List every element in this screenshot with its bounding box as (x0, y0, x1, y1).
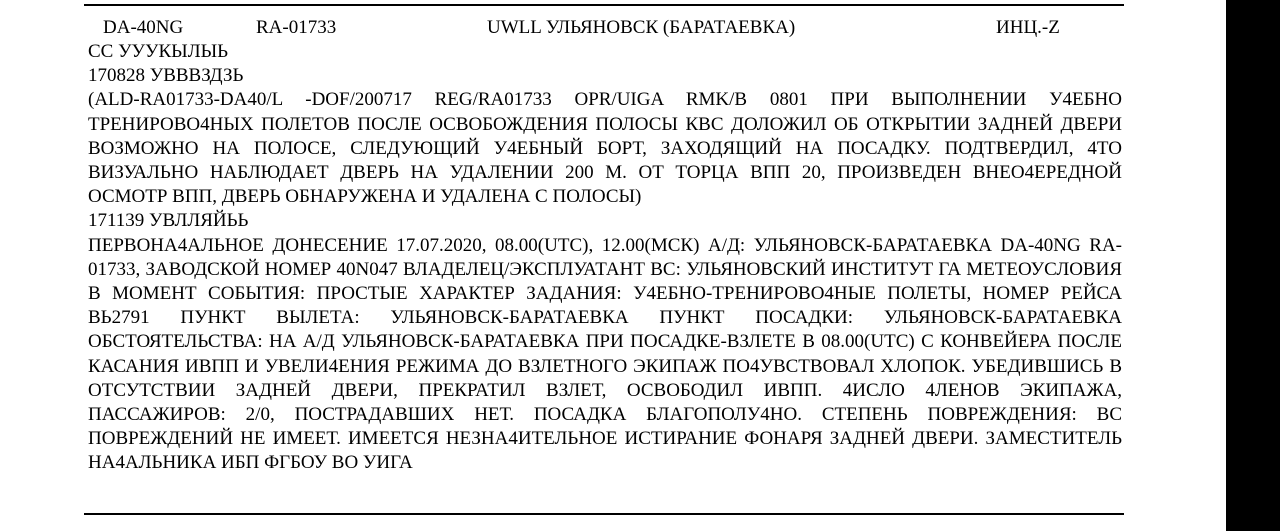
aerodrome-name: UWLL УЛЬЯНОВСК (БАРАТАЕВКА) (487, 17, 796, 38)
entry-code-3: 171139 УВЛЛЯЙЬЬ (88, 210, 249, 232)
incident-code: ИНЦ.-Z (996, 17, 1060, 38)
entry-text-2: (ALD-RA01733-DA40/L -DOF/200717 REG/RA01733 OPR/UIGA RMK/B 0801 ПРИ ВЫПОЛНЕНИИ У4ЕБНО ТРЕНИРОВО4НЫХ ПОЛЕТОВ ПОСЛЕ ОСВОБОЖДЕНИЯ ПОЛОСЫ КВС ДОЛОЖИЛ ОБ ОТКРЫТИИ ЗАДНЕЙ ДВЕРИ ВОЗМОЖНО НА ПОЛОСЕ, СЛЕДУЮЩИЙ У4ЕБНЫЙ БОРТ, ЗАХОДЯЩИЙ НА ПОСАДКУ. ПОДТВЕРДИЛ, 4ТО ВИЗУАЛЬНО НАБЛЮДАЕТ ДВЕРЬ НА УДАЛЕНИИ 200 М. ОТ ТОРЦА ВПП 20, ПРОИЗВЕДЕН ВНЕО4ЕРЕДНОЙ ОСМОТР ВПП, ДВЕРЬ ОБНАРУЖЕНА И УДАЛЕНА С ПОЛОСЫ) (88, 89, 1122, 208)
top-rule (84, 4, 1124, 6)
report-body (88, 40, 1122, 476)
aircraft-type: DA-40NG (103, 17, 184, 38)
entry-text-3: ПЕРВОНА4АЛЬНОЕ ДОНЕСЕНИЕ 17.07.2020, 08.00(UTC), 12.00(МСК) А/Д: УЛЬЯНОВСК-БАРАТАЕВКА DA-40NG RA-01733, ЗАВОДСКОЙ НОМЕР 40N047 ВЛАДЕЛЕЦ/ЭКСПЛУАТАНТ ВС: УЛЬЯНОВСКИЙ ИНСТИТУТ ГА МЕТЕОУСЛОВИЯ В МОМЕНТ СОБЫТИЯ: ПРОСТЫЕ ХАРАКТЕР ЗАДАНИЯ: У4ЕБНО-ТРЕНИРОВО4НЫЕ ПОЛЕТЫ, НОМЕР РЕЙСА ВЬ2791 ПУНКТ ВЫЛЕТА: УЛЬЯНОВСК-БАРАТАЕВКА ПУНКТ ПОСАДКИ: УЛЬЯНОВСК-БАРАТАЕВКА ОБСТОЯТЕЛЬСТВА: НА А/Д УЛЬЯНОВСК-БАРАТАЕВКА ПРИ ПОСАДКЕ-ВЗЛЕТЕ В 08.00(UTC) С КОНВЕЙЕРА ПОСЛЕ КАСАНИЯ ИВПП И УВЕЛИ4ЕНИЯ РЕЖИМА ДО ВЗЛЕТНОГО ЭКИПАЖ ПО4УВСТВОВАЛ ХЛОПОК. УБЕДИВШИСЬ В ОТСУТСТВИИ ЗАДНЕЙ ДВЕРИ, ПРЕКРАТИЛ ВЗЛЕТ, ОСВОБОДИЛ ИВПП. 4ИСЛО 4ЛЕНОВ ЭКИПАЖА, ПАССАЖИРОВ: 2/0, ПОСТРАДАВШИХ НЕТ. ПОСАДКА БЛАГОПОЛУ4НО. СТЕПЕНЬ ПОВРЕЖДЕНИЯ: ВС ПОВРЕЖДЕНИЙ НЕ ИМЕЕТ. ИМЕЕТСЯ НЕЗНА4ИТЕЛЬНОЕ ИСТИРАНИЕ ФОНАРЯ ЗАДНЕЙ ДВЕРИ. ЗАМЕСТИТЕЛЬ НА4АЛЬНИКА ИБП ФГБОУ ВО УИГА (88, 234, 1122, 474)
entry-code-2: 170828 УВВВЗДЗЬ (88, 65, 244, 87)
entry-code-1: СС УУУКЫЛЫЬ (88, 41, 229, 62)
screen-edge (1226, 0, 1280, 531)
report-header (0, 16, 1226, 40)
bottom-rule (84, 513, 1124, 515)
aircraft-registration: RA-01733 (256, 17, 337, 38)
